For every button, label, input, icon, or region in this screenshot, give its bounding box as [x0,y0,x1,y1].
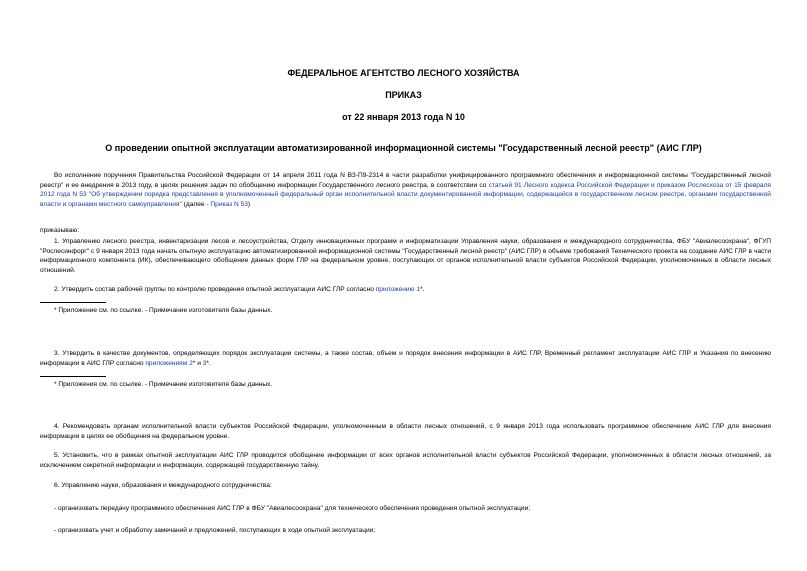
paragraph-2-tail: *. [420,286,425,293]
link-lesnoy-kodeks[interactable]: статьей 91 Лесного кодекса Российской Федерации и приказом Рослесхоза от 15 февраля 2012 года N 53 "Об утверждении порядка представления в уполномоченный федеральный орган исполнительной власти документированной информации, содержащейся в государственном лесном реестре, органами государственной власти и органами местного самоуправления" [40,181,771,209]
link-prilozhenie-3[interactable]: 3 [202,359,207,367]
document-title: О проведении опытной эксплуатации автоматизированной информационной системы "Государственный лесной реестр" (АИС ГЛР) [105,143,702,153]
paragraph-1: 1. Управлению лесного реестра, инвентаризации лесов и лесоустройства, Отделу инновационных программ и информатизации Управления науки, образования и международного сотрудничества, ФБУ "Авиалесоохрана", ФГУП "Рослесинфорг" с 9 января 2013 года начать опытную эксплуатацию автоматизированной информационной системы "Государственный лесной реестр" (АИС ГЛР) в объеме требований Технического проекта на создание АИС ГЛР в части информационного компонента (ИК), обеспечивающего обобщение данных форм ГЛР на федеральном уровне, поступающих от органов исполнительной власти субъектов Российской Федерации, уполномоченных в области лесных отношений. [40,238,771,275]
bullet-2: - организовать учет и обработку замечаний и предложений, поступающих в ходе опытной эксплуатации; [54,527,376,534]
link-prilozheniya-2[interactable]: приложениям 2 [145,359,193,367]
paragraph-5: 5. Установить, что в рамках опытной эксплуатации АИС ГЛР проводится обобщение информации от всех органов исполнительной власти субъектов Российской Федерации, уполномоченных в области лесных отношений, за исключением секретной информации и информации, содержащей государственную тайну. [40,452,771,469]
document-date: от 22 января 2013 года N 10 [342,112,465,122]
footnote-divider [40,302,106,303]
paragraph-3-text: 3. Утвердить в качестве документов, определяющих порядок эксплуатации системы, а также состав, объем и порядок внесения информации в АИС ГЛР, Временный регламент эксплуатации АИС ГЛР и Указания по внесению информации в АИС ГЛР согласно [40,350,771,367]
paragraph-4: 4. Рекомендовать органам исполнительной власти субъектов Российской Федерации, уполномоченным в области лесных отношений, с 9 января 2013 года использовать программное обеспечение АИС ГЛР для внесения информации в целях ее обобщения на федеральном уровне. [40,423,771,440]
link-prikaz-53[interactable]: Приказ N 53 [210,201,248,209]
agency-heading: ФЕДЕРАЛЬНОЕ АГЕНТСТВО ЛЕСНОГО ХОЗЯЙСТВА [287,68,520,78]
paragraph-3-mid: * и [192,359,203,367]
prikazyvayu-label: приказываю: [40,227,80,234]
footnote-2: * Приложения см. по ссылке. - Примечание изготовителя базы данных. [54,381,273,388]
paragraph-2 [40,285,771,295]
intro-paragraph [40,171,771,210]
document-type: ПРИКАЗ [385,90,422,100]
paragraph-6: 6. Управлению науки, образования и международного сотрудничества: [54,482,272,489]
intro-text-3: ) [247,201,251,209]
intro-text-1: Во исполнение поручения Правительства Российской Федерации от 14 апреля 2011 года N ВЗ-П9-2314 в части разработки унифицированного программного обеспечения и информационной системы "Государственный лесной реестр" и ее внедрения в 2013 году, в целях решения задач по обобщению информации Государственного лесного реестра, в соответствии со [40,172,771,189]
link-prilozhenie-1[interactable]: приложению 1 [375,286,421,293]
intro-text-2: (далее - [181,201,211,209]
footnote-1: * Приложение см. по ссылке. - Примечание изготовителя базы данных. [54,307,273,314]
bullet-1: - организовать передачу программного обеспечения АИС ГЛР в ФБУ "Авиалесоохрана" для технического обеспечения проведения опытной эксплуатации; [54,505,531,512]
paragraph-3-tail: *. [206,359,211,367]
paragraph-2-text: 2. Утвердить состав рабочей группы по контролю проведения опытной эксплуатации АИС ГЛР согласно [54,286,376,293]
paragraph-3 [40,349,771,368]
footnote-divider [40,376,106,377]
